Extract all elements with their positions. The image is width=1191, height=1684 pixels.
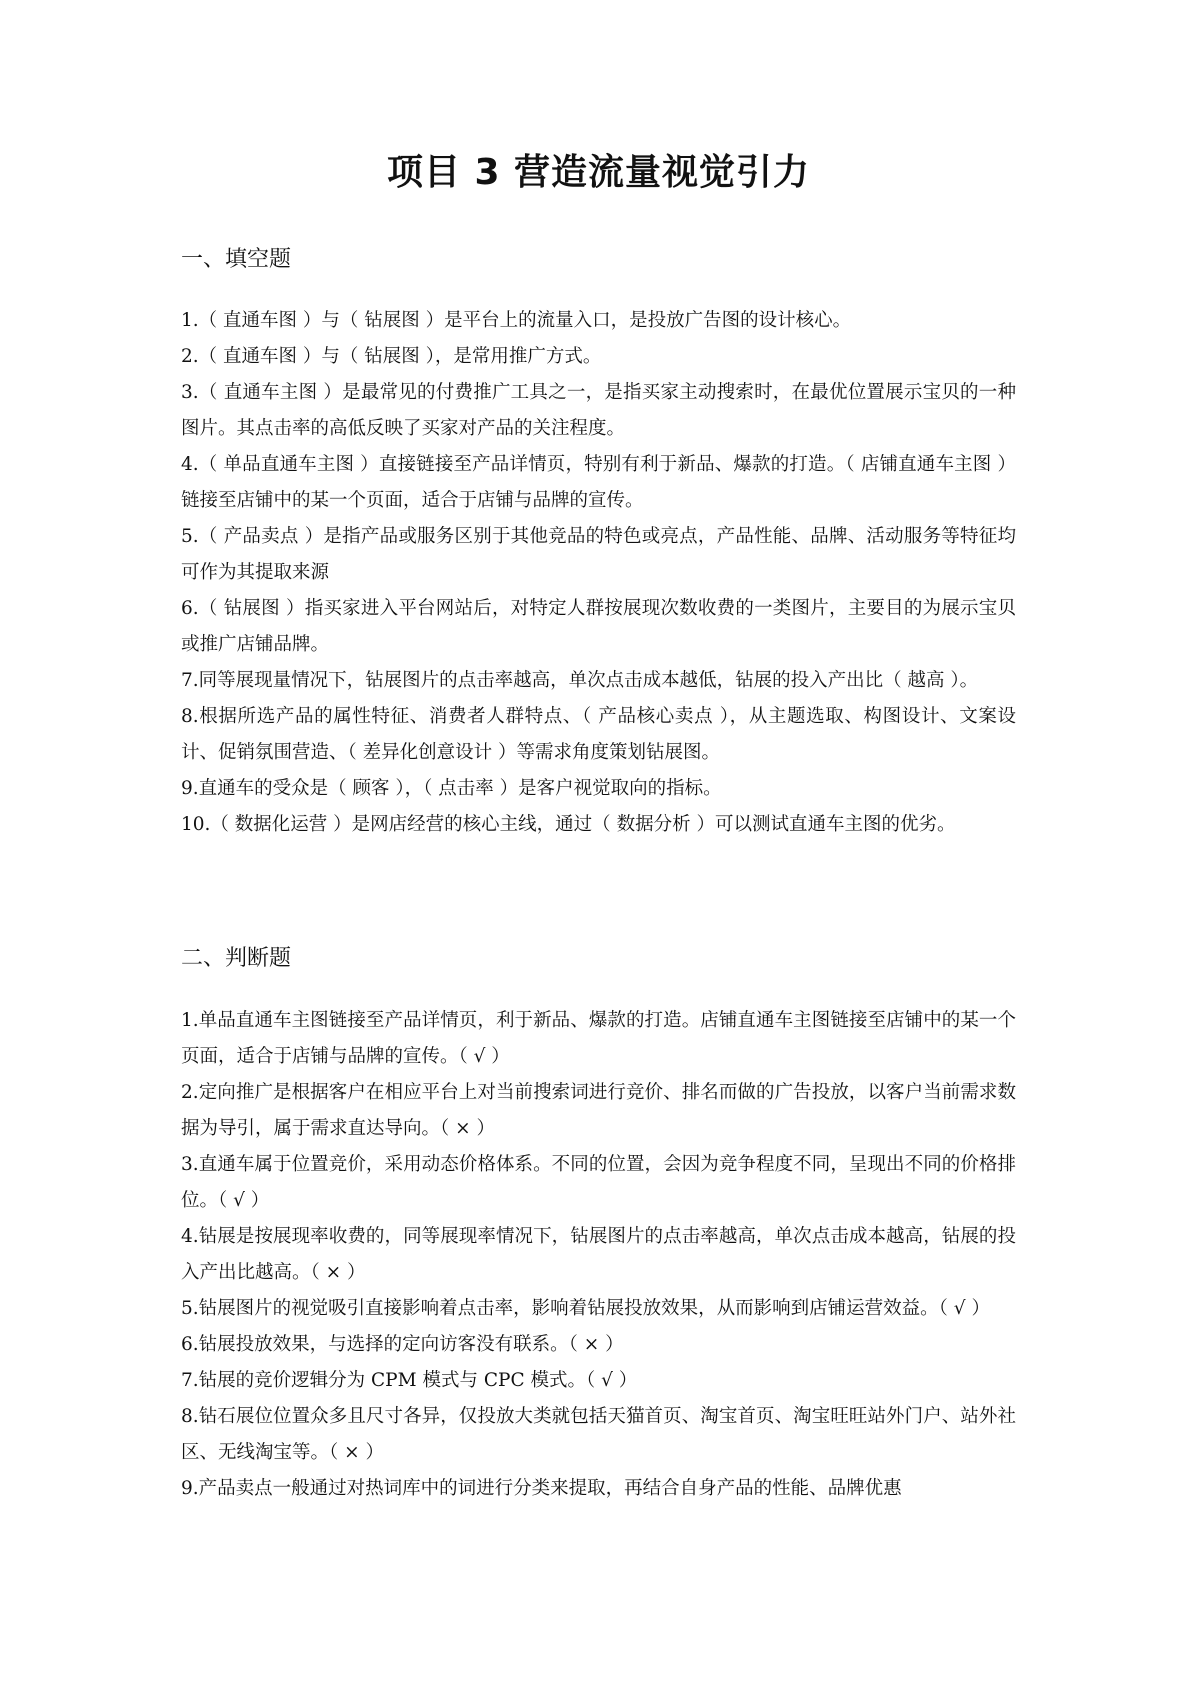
question-item: 8.根据所选产品的属性特征、消费者人群特点、（ 产品核心卖点 ），从主题选取、构图设计、文案设计、促销氛围营造、（ 差异化创意设计 ）等需求角度策划钻展图。 (181, 706, 1016, 763)
question-item: 5.钻展图片的视觉吸引直接影响着点击率，影响着钻展投放效果，从而影响到店铺运营效益。（ √ ） (181, 1298, 990, 1319)
section-heading-true-false: 二、判断题 (181, 946, 292, 971)
question-item: 1.单品直通车主图链接至产品详情页，利于新品、爆款的打造。店铺直通车主图链接至店铺中的某一个页面，适合于店铺与品牌的宣传。（ √ ） (181, 1010, 1016, 1067)
question-item: 2.定向推广是根据客户在相应平台上对当前搜索词进行竞价、排名而做的广告投放，以客户当前需求数据为导引，属于需求直达导向。（ × ） (181, 1082, 1016, 1139)
question-item: 10.（ 数据化运营 ）是网店经营的核心主线，通过（ 数据分析 ）可以测试直通车主图的优劣。 (181, 814, 956, 835)
question-item: 7.同等展现量情况下，钻展图片的点击率越高，单次点击成本越低，钻展的投入产出比（ 越高 ）。 (181, 670, 979, 691)
question-item: 7.钻展的竞价逻辑分为 CPM 模式与 CPC 模式。（ √ ） (181, 1370, 638, 1391)
question-item: 3.直通车属于位置竞价，采用动态价格体系。不同的位置，会因为竞争程度不同，呈现出不同的价格排位。（ √ ） (181, 1154, 1016, 1211)
question-item: 4.钻展是按展现率收费的，同等展现率情况下，钻展图片的点击率越高，单次点击成本越高，钻展的投入产出比越高。（ × ） (181, 1226, 1016, 1283)
question-item: 2.（ 直通车图 ）与（ 钻展图 ），是常用推广方式。 (181, 346, 602, 367)
document-title: 项目 3 营造流量视觉引力 (386, 152, 811, 193)
question-item: 5.（ 产品卖点 ）是指产品或服务区别于其他竞品的特色或亮点，产品性能、品牌、活动服务等特征均可作为其提取来源 (181, 526, 1016, 583)
question-item: 4.（ 单品直通车主图 ）直接链接至产品详情页，特别有利于新品、爆款的打造。（ 店铺直通车主图 ）链接至店铺中的某一个页面，适合于店铺与品牌的宣传。 (181, 454, 1016, 511)
question-item: 8.钻石展位位置众多且尺寸各异，仅投放大类就包括天猫首页、淘宝首页、淘宝旺旺站外门户、站外社区、无线淘宝等。（ × ） (181, 1406, 1016, 1463)
true-false-question-list (181, 1003, 1016, 1507)
question-item: 3.（ 直通车主图 ）是最常见的付费推广工具之一，是指买家主动搜索时，在最优位置展示宝贝的一种图片。其点击率的高低反映了买家对产品的关注程度。 (181, 382, 1016, 439)
fill-in-blank-question-list (181, 303, 1016, 843)
question-item: 6.钻展投放效果，与选择的定向访客没有联系。（ × ） (181, 1334, 624, 1355)
question-item: 6.（ 钻展图 ）指买家进入平台网站后，对特定人群按展现次数收费的一类图片，主要目的为展示宝贝或推广店铺品牌。 (181, 598, 1016, 655)
section-heading-fill-in-blank: 一、填空题 (181, 247, 292, 272)
question-item: 9.产品卖点一般通过对热词库中的词进行分类来提取，再结合自身产品的性能、品牌优惠 (181, 1478, 902, 1499)
question-item: 1.（ 直通车图 ）与（ 钻展图 ）是平台上的流量入口，是投放广告图的设计核心。 (181, 310, 852, 331)
question-item: 9.直通车的受众是（ 顾客 ），（ 点击率 ）是客户视觉取向的指标。 (181, 778, 722, 799)
